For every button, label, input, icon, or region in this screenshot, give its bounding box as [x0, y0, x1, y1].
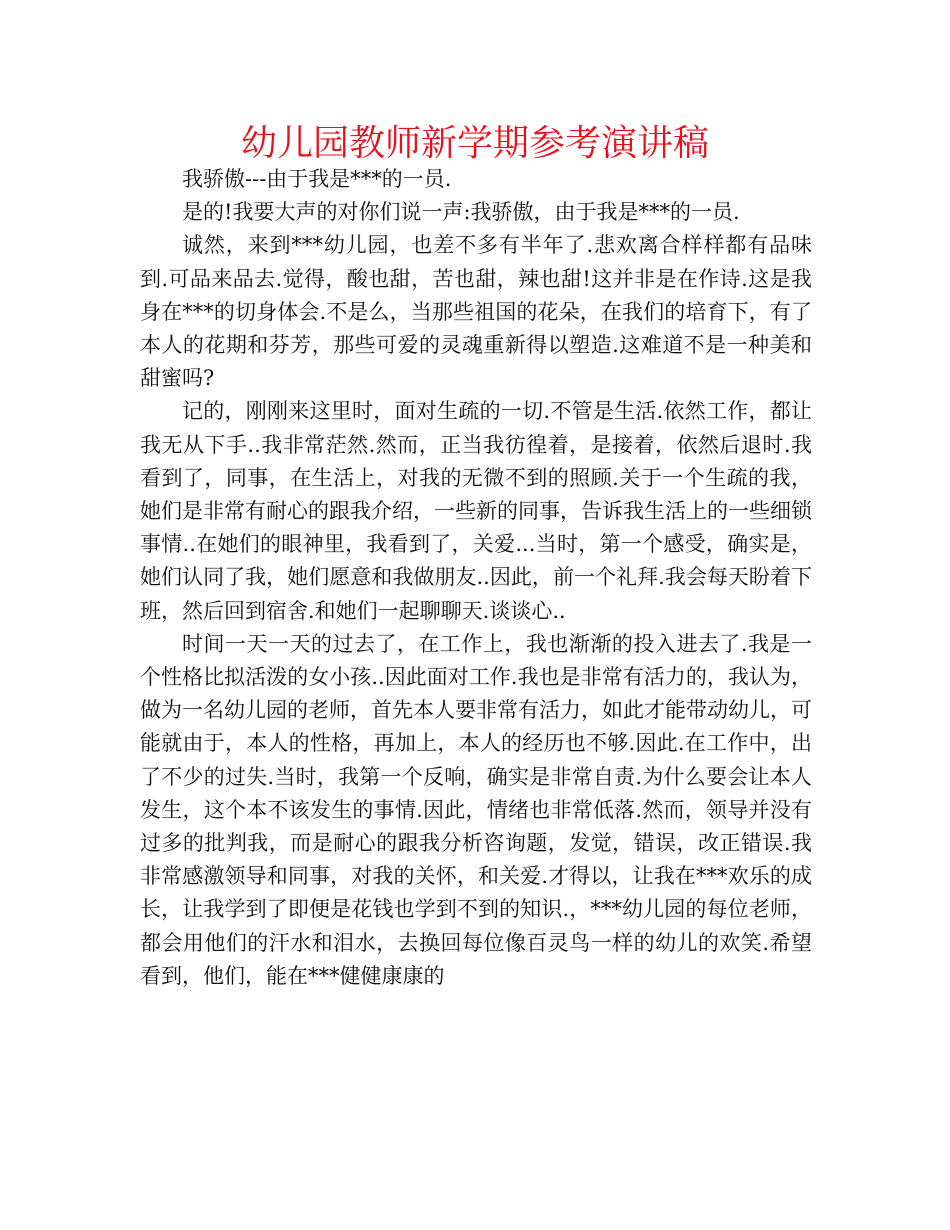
- document-body: [140, 163, 812, 993]
- paragraph-1: 我骄傲---由于我是***的一员.: [182, 167, 452, 191]
- paragraph-4: 记的，刚刚来这里时，面对生疏的一切.不管是生活.依然工作，都让我无从下手..我非常茫然.然而，正当我彷徨着，是接着，依然后退时.我看到了，同事，在生活上，对我的无微不到的照顾.关于一个生疏的我，她们是非常有耐心的跟我介绍，一些新的同事，告诉我生活上的一些细锁事情..在她们的眼神里，我看到了，关爱...当时，第一个感受，确实是，她们认同了我，她们愿意和我做朋友..因此，前一个礼拜.我会每天盼着下班，然后回到宿舍.和她们一起聊聊天.谈谈心..: [140, 399, 812, 623]
- paragraph-2: 是的!我要大声的对你们说一声:我骄傲，由于我是***的一员.: [182, 200, 740, 225]
- paragraph-5: 时间一天一天的过去了，在工作上，我也渐渐的投入进去了.我是一个性格比拟活泼的女小孩..因此面对工作.我也是非常有活力的，我认为，做为一名幼儿园的老师，首先本人要非常有活力，如此才能带动幼儿，可能就由于，本人的性格，再加上，本人的经历也不够.因此.在工作中，出了不少的过失.当时，我第一个反响，确实是非常自责.为什么要会让本人发生，这个本不该发生的事情.因此，情绪也非常低落.然而，领导并没有过多的批判我，而是耐心的跟我分析咨询题，发觉，错误，改正错误.我非常感激领导和同事，对我的关怀，和关爱.才得以，让我在***欢乐的成长，让我学到了即便是花钱也学到不到的知识.，***幼儿园的每位老师，都会用他们的汗水和泪水，去换回每位像百灵鸟一样的幼儿的欢笑.希望看到，他们，能在***健健康康的: [140, 631, 812, 988]
- document-title: 幼儿园教师新学期参考演讲稿: [240, 123, 709, 164]
- paragraph-3: 诚然，来到***幼儿园，也差不多有半年了.悲欢离合样样都有品味到.可品来品去.觉得，酸也甜，苦也甜，辣也甜!这并非是在作诗.这是我身在***的切身体会.不是么，当那些祖国的花朵，在我们的培育下，有了本人的花期和芬芳，那些可爱的灵魂重新得以塑造.这难道不是一种美和甜蜜吗?: [140, 233, 812, 391]
